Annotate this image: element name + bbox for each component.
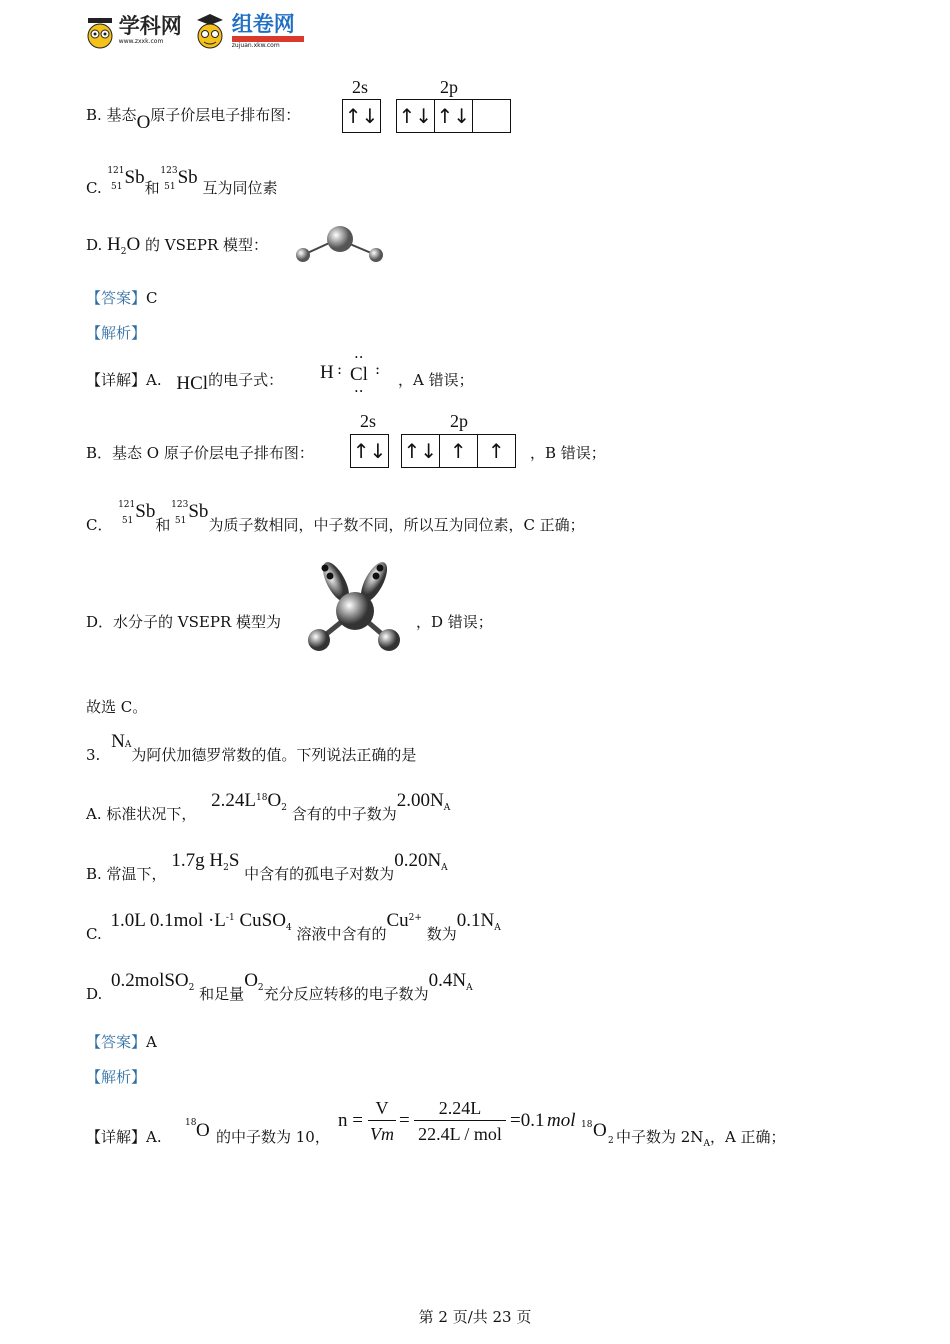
logo-zujuan-text: 组卷网 [231, 12, 295, 36]
water-vsepr-model-wrong [290, 222, 390, 268]
orbital-label-2p-correct: 2p [450, 411, 468, 431]
q2-answer: 【答案】C [86, 289, 158, 307]
q2-analysis-label: 【解析】 [86, 324, 147, 342]
mascot-icon [193, 12, 227, 52]
q2-option-b: B. 基态O原子价层电子排布图： [86, 106, 301, 133]
orbital-diagram-q [342, 99, 511, 133]
q3-option-c: C. 1.0L $0.1mol \cdot L^{-1}$ CuSO$_4$ 溶液中含有的$Cu^{2+}$ 数为$0.1N_A$ [86, 910, 501, 943]
q3-option-b: B. 常温下， 1.7g $H_2S$ 中含有的孤电子对数为$0.20N_A$ [86, 850, 448, 883]
q2-detail-b: B．基态 O 原子价层电子排布图： [86, 444, 314, 462]
logo-zxxk-sub: www.zxxk.com [118, 38, 164, 45]
q3-option-d: D. 0.2molSO$_2$ 和足量$O_2$充分反应转移的电子数为$0.4N_A$ [86, 970, 473, 1003]
header-logo-zxxk [86, 14, 182, 52]
orbital-2p-box: ↑↓ ↑↓ [396, 99, 511, 133]
q3-stem: 3. NA为阿伏加德罗常数的值。下列说法正确的是 [86, 731, 417, 764]
q3-analysis-label: 【解析】 [86, 1068, 147, 1086]
q2-detail-a-tail: ，A 错误； [398, 371, 474, 389]
orbital-2s-box: ↑↓ [342, 99, 381, 133]
q2-detail-d-tail: ，D 错误； [416, 613, 493, 631]
q2-option-d: D. $H_2O$ 的 VSEPR 模型： [86, 234, 269, 257]
q2-conclusion: 故选 C。 [86, 698, 148, 716]
q2-detail-b-tail: ，B 错误； [530, 444, 606, 462]
page-number: 第 2 页/共 23 页 [418, 1308, 532, 1326]
q3-answer: 【答案】A [86, 1033, 157, 1051]
q2-detail-d: D．水分子的 VSEPR 模型为 [86, 613, 282, 631]
q3-option-a: A. 标准状况下， $2.24L^{18}O_2$ 含有的中子数为$2.00N_A$ [86, 790, 451, 823]
owl-icon [86, 14, 114, 52]
header-logo-zujuan [193, 12, 304, 52]
q2-detail-a: 【详解】A. HCl的电子式： [86, 371, 284, 394]
q2-option-c: C. 121 51 Sb和 123 51 Sb 互为同位素 [86, 166, 278, 197]
orbital-label-2p: 2p [440, 77, 458, 97]
q2-detail-c: C． 121 51 Sb和 123 51 Sb为质子数相同，中子数不同，所以互为同位素，C 正确； [86, 500, 585, 534]
orbital-label-2s-correct: 2s [360, 411, 377, 431]
logo-zxxk-text: 学科网 [118, 14, 182, 38]
orbital-diagram-correct: ↑↓ ↑↓ ↑ ↑ [350, 434, 516, 468]
hcl-lewis-structure: H : Cl ·· ·· : [320, 348, 381, 400]
orbital-label-2s: 2s [352, 77, 369, 97]
water-vsepr-model-correct [302, 556, 408, 656]
logo-zujuan-sub: zujuan.xkw.com [231, 42, 280, 49]
